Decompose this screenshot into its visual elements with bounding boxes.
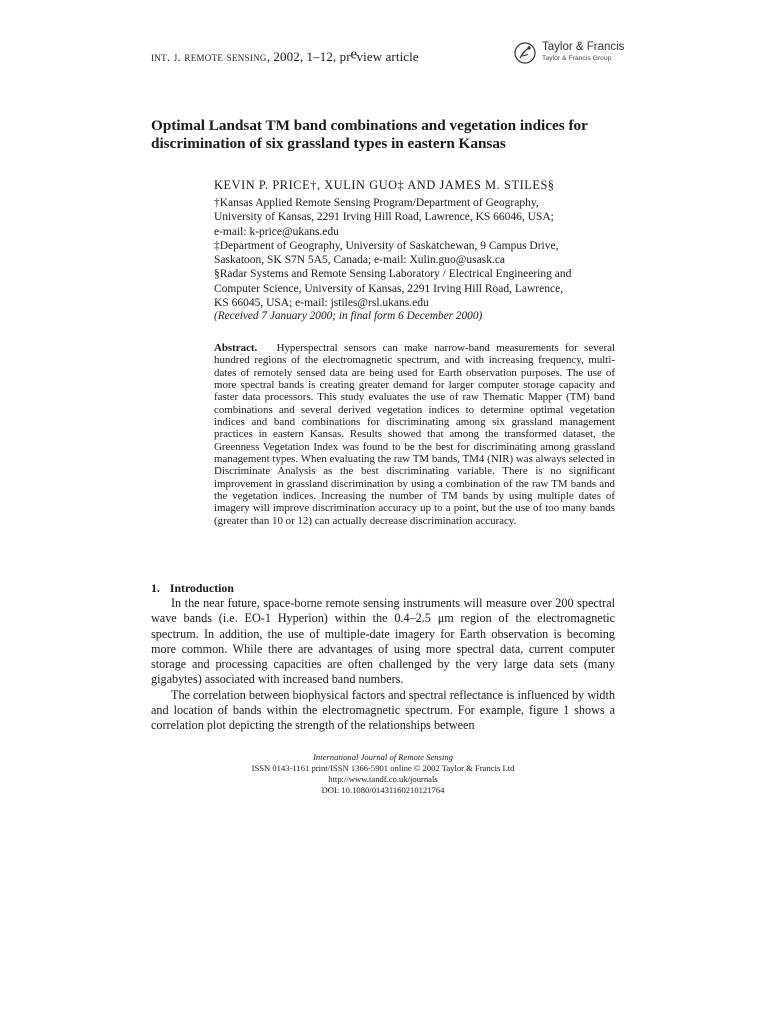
affiliation-line: e-mail: k-price@ukans.edu xyxy=(214,225,339,238)
running-head xyxy=(151,44,419,65)
introduction-body xyxy=(151,596,615,734)
affiliation-line: University of Kansas, 2291 Irving Hill Road, Lawrence, KS 66046, USA; xyxy=(214,211,554,224)
page-footer xyxy=(151,752,615,796)
publisher-group: Taylor & Francis Group xyxy=(542,55,612,62)
section-heading xyxy=(151,581,234,596)
affiliation-line: KS 66045, USA; e-mail: jstiles@rsl.ukans.edu xyxy=(214,297,429,310)
affiliation-line: Computer Science, University of Kansas, 2291 Irving Hill Road, Lawrence, xyxy=(214,282,564,295)
affiliations xyxy=(214,196,634,310)
affiliation-line: ‡Department of Geography, University of Saskatchewan, 9 Campus Drive, xyxy=(214,239,559,252)
section-number: 1. xyxy=(151,581,160,595)
abstract xyxy=(214,342,615,527)
affiliation-line: Saskatoon, SK S7N 5A5, Canada; e-mail: Xulin.guo@usask.ca xyxy=(214,254,506,267)
preview-e-glyph: e xyxy=(350,44,357,63)
journal-abbrev: int. j. remote sensing xyxy=(151,50,267,64)
footer-journal-name: International Journal of Remote Sensing xyxy=(313,752,453,762)
publisher-name: Taylor & Francis xyxy=(542,41,625,53)
body-paragraph: In the near future, space-borne remote sensing instruments will measure over 200 spectral wave bands (i.e. EO-1 Hyperion) within the 0.4–2.5 μm region of the electromagnetic spectrum. In addition, the use of multiple-date imagery for Earth observation is becoming more common. While there are advantages of using more spectral data, current computer storage and processing capacities are often challenged by the very large data sets (many gigabytes) associated with increased band numbers. xyxy=(151,596,615,687)
affiliation-line: †Kansas Applied Remote Sensing Program/Department of Geography, xyxy=(214,197,539,209)
footer-doi: DOI: 10.1080/01431160210121764 xyxy=(321,785,445,795)
article-title: Optimal Landsat TM band combinations and vegetation indices for discrimination of six grassland types in eastern Kansas xyxy=(151,117,588,152)
preview-article-label: view article xyxy=(356,49,419,64)
affiliation-line: §Radar Systems and Remote Sensing Laboratory / Electrical Engineering and xyxy=(214,268,572,281)
footer-url[interactable]: http://www.tandf.co.uk/journals xyxy=(328,774,438,784)
received-dates: (Received 7 January 2000; in final form 6 December 2000) xyxy=(214,310,483,322)
section-title: Introduction xyxy=(169,581,234,595)
footer-issn: ISSN 0143-1161 print/ISSN 1366-5901 online © 2002 Taylor & Francis Ltd xyxy=(251,763,515,773)
abstract-text: Hyperspectral sensors can make narrow-band measurements for several hundred regions of the electromagnetic spectrum, and with increasing frequency, multi-dates of remotely sensed data are being used for Earth observation purposes. The use of more spectral bands is creating greater demand for larger computer storage capacity and faster data processors. This study evaluates the use of raw Thematic Mapper (TM) band combinations and several derived vegetation indices to determine optimal vegetation indices and band combinations for discriminating among six grassland management practices in eastern Kansas. Results showed that among the transformed dataset, the Greenness Vegetation Index was found to be the best for discriminating among grassland management types. When evaluating the raw TM bands, TM4 (NIR) was always selected in Discriminate Analysis as the best discriminating variable. There is no significant improvement in grassland discrimination by using a combination of the raw TM bands and the vegetation indices. Increasing the number of TM bands by using multiple dates of imagery will improve discrimination accuracy up to a point, but the use of too many bands (greater than 10 or 12) can actually decrease discrimination accuracy. xyxy=(214,342,616,527)
author-list: KEVIN P. PRICE†, XULIN GUO‡ AND JAMES M. STILES§ xyxy=(214,178,555,192)
publisher-logo xyxy=(514,40,624,68)
body-paragraph: The correlation between biophysical factors and spectral reflectance is influenced by width and location of bands within the electromagnetic spectrum. For example, figure 1 shows a correlation plot depicting the strength of the relationships between xyxy=(151,687,615,733)
taylor-francis-logo-mark-icon xyxy=(514,41,536,65)
abstract-label: Abstract. xyxy=(214,342,258,354)
volume-pages: , 2002, 1–12, pr xyxy=(266,49,351,64)
